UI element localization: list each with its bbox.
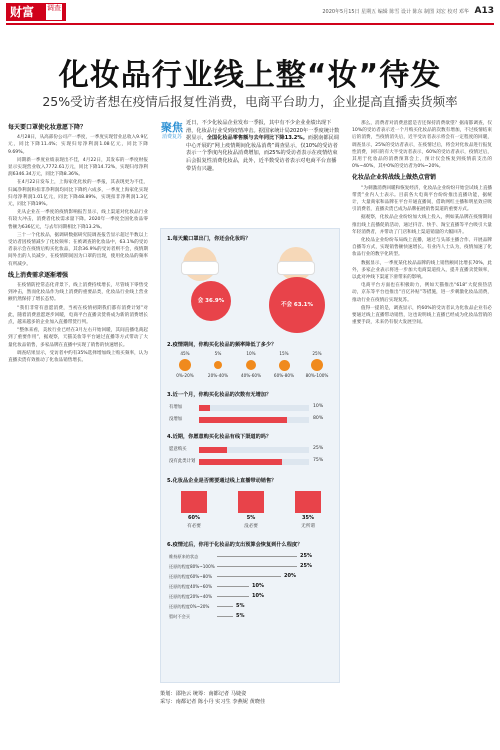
makeup-bubble: 不会 63.1%	[269, 277, 325, 333]
page-number: A13	[474, 6, 494, 16]
focus-badge-subtitle: 消费复苏	[161, 134, 182, 140]
mask-icon	[181, 261, 219, 275]
pill-icon	[311, 359, 323, 371]
budget-label: 还原的程度20%~40%	[169, 594, 213, 599]
mask-icon	[277, 261, 315, 275]
left-paragraph: 先从企业在一季度的疫情影响报告显示，线上渠道对化妆品行业有较大冲击，消费者化妆需求量下降。2020年一季度全国化妆品零售额为636亿元，与去年同期相比下降13.2%。	[8, 210, 148, 230]
budget-label: 暂时不会买	[169, 614, 190, 619]
budget-line	[217, 616, 233, 617]
pill-icon	[279, 360, 290, 371]
budget-row	[169, 573, 339, 581]
pill-icon	[246, 360, 256, 370]
pill-pct: 25%	[312, 351, 322, 356]
no-makeup-bubble: 会 36.9%	[191, 281, 231, 321]
left-paragraph: 同期新一季度业绩表现出不佳，4月22日，其发布的一季度财报显示实现营业收入7772.61万元，同比下降14.72%，实现归母净利润6346.34万元，同比下降8.36%。	[8, 157, 148, 178]
credits-line-2: 采写：南都记者 陈小丹 实习生 李燕妮 黄晓佳	[160, 699, 266, 705]
bar-value: 75%	[313, 458, 324, 463]
right-paragraph: “为刺激消费回暖和恢复经济，化妆品企业纷纷开始尝试线上直播带货”业内人士表示。目前各大电商平台纷纷推出直播功能，据统计，大量商家和品牌在平台开通直播间，借助网红主播和明星效应吸引消费者，直播卖货已成为品牌拓展销售渠道的重要方式。	[352, 185, 493, 213]
intro-highlight	[160, 120, 340, 218]
pill-pct: 10%	[246, 351, 256, 356]
left-paragraph: 三十一个化妆品，据调研数据研究院调查报告显示超过半数以上受访者因疫情减少了化妆频率；在被调查的化妆品中，63.1%的受访者表示会在疫情后购买化妆品，其余36.9%的受访者则不会，疫情期间外出的人员减少，在疫情期间因为口罩的出现，使用化妆品的频率有所减少。	[8, 232, 148, 267]
left-paragraph: 在疫情防控常态化背景下，线上消费持续增长，尽管线下零售受到冲击，然而化妆品作为线上消费的重要品类，化妆品行业线上营业额仍然保持了增长态势。	[8, 283, 148, 303]
gift-pct: 5%	[246, 515, 256, 521]
pill-range: 0%-20%	[176, 373, 194, 378]
left-paragraph: 4月28日，从高部份公司产一季度，一季度实现营业总收入9.9亿元，同比下降11.4%；实现归母净利润1.08亿元，同比下降9.69%。	[8, 135, 148, 155]
budget-row	[169, 613, 339, 621]
intro-text-c: 而据南都民调中心开展的“网上疫情期间化妆品消费”调查显示，仅10%的受访者表示一个季度内化妆品消费增加，而25%的受访者表示在疫情结束后会报复性消费化妆品，此外，近半数受访者表示对电商平台直播带货有兴趣。	[186, 135, 339, 172]
pill-icon	[214, 361, 222, 369]
gift-pct: 35%	[302, 515, 314, 521]
budget-row	[169, 563, 339, 571]
gift-icon	[295, 491, 321, 513]
gift-icon	[238, 491, 264, 513]
pill-range: 60%-80%	[273, 373, 295, 378]
subheadline: 25%受访者想在疫情后报复性消费，电商平台助力，企业提高直播卖货频率	[42, 94, 458, 109]
question-5: 5.化妆品企业是否需要通过线上直播带动销售？	[167, 478, 277, 484]
pill-pct: 5%	[214, 351, 222, 356]
budget-line	[217, 606, 233, 607]
bar-label: 没增加	[169, 417, 183, 422]
budget-label: 还原的程度0%~20%	[169, 604, 210, 609]
bar-track	[199, 417, 309, 423]
gift-label: 有必要	[187, 524, 201, 529]
left-paragraph: 调查结果显示，受访者中约有35%选择增加线上购买频率，认为直播卖货有效推动了化妆品销售增长。	[8, 350, 148, 364]
question-3: 3.近一个月，你购买化妆品的次数有无增加？	[167, 392, 272, 398]
gift-label: 没必要	[244, 524, 258, 529]
question-1: 1.每天戴口罩出门，你还会化妆吗？	[167, 236, 251, 242]
left-paragraph: “我们非常有意愿消费，当初在疫情初期我们都有消费计划”对此，随着消费意愿逐步回暖，电商平台直播卖货将成为新的消费增长点，越来越多的企业加入直播带货行列。	[8, 305, 148, 326]
pill-pct: 45%	[180, 351, 190, 356]
masthead-credits: 2020年5月15日 星期五 编辑 陈雪 设计 陈东 制图 刘宏 校对 邓华	[322, 9, 469, 15]
bar-track	[199, 405, 309, 411]
bar-value: 25%	[313, 446, 324, 451]
gift-pct: 60%	[188, 515, 200, 521]
budget-label: 还原的程度40%~60%	[169, 584, 213, 589]
right-heading: 化妆品企业转战线上做热点营销	[352, 174, 437, 182]
bar-row	[169, 415, 333, 425]
bar-row	[169, 445, 333, 455]
focus-badge-title: 聚焦	[161, 121, 183, 134]
focus-badge	[160, 122, 184, 142]
gift-label: 无所谓	[301, 524, 315, 529]
frequency-row	[169, 351, 333, 383]
budget-label: 还原的程度80%~100%	[169, 564, 215, 569]
budget-line	[217, 576, 281, 577]
headline: 化妆品行业线上整“妆”待发	[58, 58, 442, 93]
pill-range: 20%-40%	[207, 373, 229, 378]
question-4: 4.近期，你愿意购买化妆品有线下渠道的吗？	[167, 434, 272, 440]
pill-pct: 15%	[279, 351, 289, 356]
bar-track	[199, 447, 309, 453]
question-2: 2.疫情期间，你购买化妆品的频率降低了多少？	[167, 342, 277, 348]
budget-value: 10%	[252, 593, 264, 599]
bar-label: 有增加	[169, 405, 183, 410]
budget-row	[169, 603, 339, 611]
bar-fill	[199, 417, 287, 423]
masthead-info	[322, 6, 494, 16]
right-column	[352, 120, 492, 740]
intro-text	[186, 120, 340, 173]
right-paragraph: 化妆品企业纷纷布局线上直播，通过与头部主播合作、开展品牌自播等方式，实现销售额快速增长。有业内人士认为，疫情加速了化妆品行业的数字化转型。	[352, 238, 492, 258]
budget-line	[217, 556, 297, 557]
bar-track	[199, 459, 309, 465]
pill-range: 80%-100%	[305, 373, 329, 378]
budget-row	[169, 593, 339, 601]
budget-value: 5%	[236, 613, 245, 619]
budget-row	[169, 553, 339, 561]
budget-value: 5%	[236, 603, 245, 609]
survey-infographic	[160, 228, 340, 683]
gift-icon	[181, 491, 207, 513]
budget-row	[169, 583, 339, 591]
intro-text-b: 全国化妆品零售额与去年同比下降13.2%。	[206, 135, 308, 142]
section-tag: 调查	[45, 3, 63, 21]
credits	[160, 690, 350, 706]
left-heading-2: 线上消费需求逐渐增强	[8, 271, 69, 279]
credits-line-1: 策划：邵艳云 统筹：南都记者 马婕姿	[160, 691, 247, 697]
masthead-rule	[6, 23, 494, 25]
bar-fill	[199, 459, 282, 465]
section-brand: 财富	[6, 3, 66, 21]
pill-icon	[179, 359, 191, 371]
bar-label: 愿意购买	[169, 447, 187, 452]
left-paragraph: 在4月22日发布上，上海家化化妆的一季报，其表现更为不佳，归属净利润和扣非净利润均同比下降约六成多，一季度上海家化实现归母净利润1.01亿元，同比下降48.89%，实现扣非净利润1.3亿元，同比下降19%。	[8, 180, 148, 208]
budget-value: 25%	[300, 563, 312, 569]
bar-fill	[199, 447, 227, 453]
right-paragraph: 那么，消费者对消费意愿是否还保持消费欲望？据南都调查，仅10%的受访者表示近一个月购买化妆品的次数有增加，不过疫情结束后的消费，当疫情消失后，近半受访者表示将会有一定程度的回暖，调查显示，25%的受访者表示，在疫情过后，将会对化妆品进行报复性消费，回归的有大半受访者表示，60%的受访者表示，疫情过后，其用于化妆品的消费预算会上，预计仅会恢复到疫情前支出的0%~40%，其中0%的受访者为0%~20%。	[352, 121, 492, 170]
bar-label: 没有此类计划	[169, 459, 196, 464]
budget-value: 25%	[300, 553, 312, 559]
budget-value: 10%	[252, 583, 264, 589]
bar-row	[169, 403, 333, 413]
budget-label: 还原的程度60%~80%	[169, 574, 213, 579]
left-heading-1: 每天要口罩使化妆意愿下降？	[8, 124, 87, 131]
bar-fill	[199, 405, 210, 411]
budget-line	[217, 566, 297, 567]
budget-line	[217, 596, 249, 597]
left-column	[8, 120, 148, 740]
budget-value: 20%	[284, 573, 296, 579]
right-paragraph: 数据显示，一季度某化妆品品牌的线上销售额同比增长70%，此外，多家企业表示将进一步加大电商渠道投入，提升直播卖货频率，以此对冲线下渠道下滑带来的影响。	[352, 260, 492, 281]
right-paragraph: 据观察，化妆品企业纷纷加大线上投入，例如某品牌在疫情期间推出线上直播促销活动，通过抖音、快手、淘宝直播等平台吸引大量年轻消费者，并带动了门店和线上渠道销量的大幅回升。	[352, 215, 492, 235]
bar-row	[169, 457, 333, 467]
masthead	[0, 0, 500, 24]
left-paragraph: “整体来看，美妆行业已经在3月左右开始回暖，其间直播电商起到了重要作用”，据观察，天猫美妆等平台通过直播等方式带动了大量化妆品销售，多家品牌在直播中实现了销售的快速增长。	[8, 328, 148, 348]
bar-value: 80%	[313, 416, 324, 421]
right-paragraph: 值得一提的是，调查显示，约60%的受访者认为化妆品企业有必要通过线上直播带动销售，这也说明线上直播已经成为化妆品营销的重要手段，未来仍有很大发展空间。	[352, 305, 492, 326]
right-paragraph: 电商平台方面也在积极助力，例如天猫推出“618”大促预热活动，京东等平台也推出“百亿补贴”等措施，进一步刺激化妆品消费，推动行业在疫情后实现复苏。	[352, 283, 492, 303]
pill-range: 40%-60%	[240, 373, 262, 378]
intro-text-a: 近日，不少化妆品企业发布一季报，其中有不少企业业绩出现下滑，化妆品行业受到疫情冲击。据国家统计局2020年一季度统计数据显示，	[186, 120, 340, 142]
question-6: 6.疫情过后，你用于化妆品的支出预算会恢复到什么程度？	[167, 542, 303, 548]
budget-label: 维持原来的状态	[169, 554, 199, 559]
bar-value: 10%	[313, 404, 324, 409]
budget-line	[217, 586, 249, 587]
